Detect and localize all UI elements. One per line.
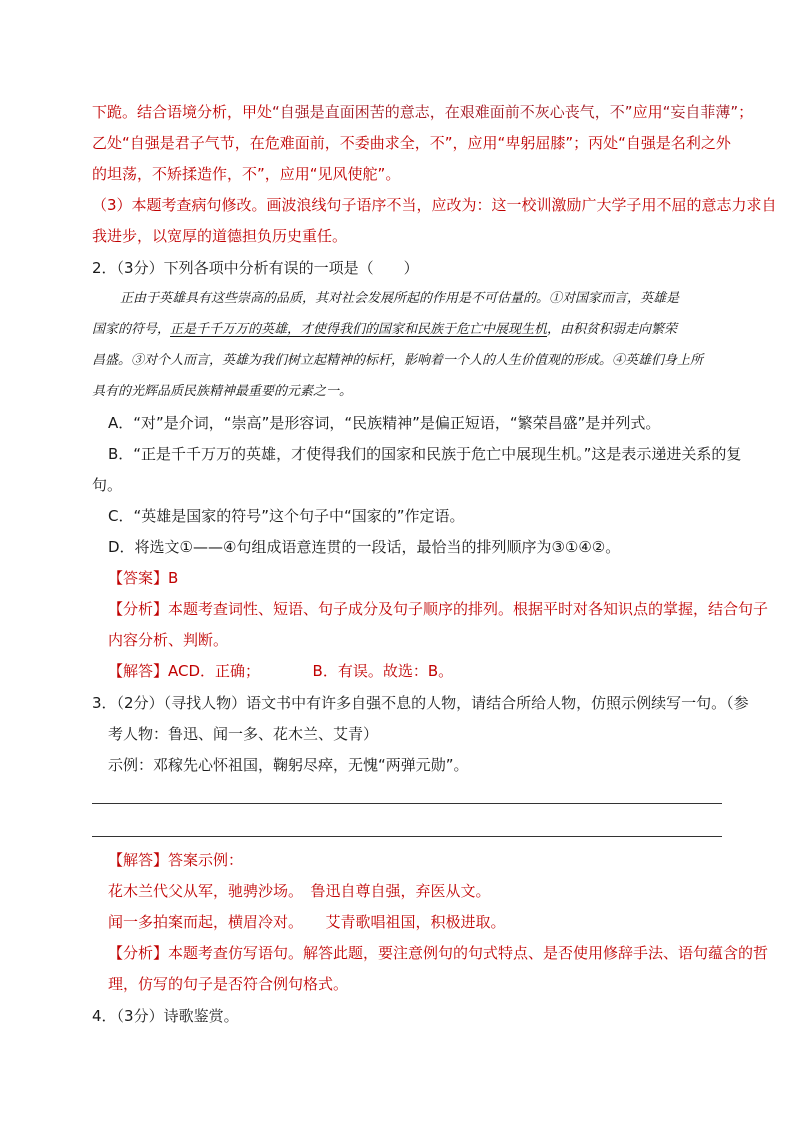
q1-line4: （3）本题考查病句修改。画波浪线句子语序不当，应改为：这一校训激励广大学子用不屈的意志力求自: [92, 196, 777, 214]
q3-example: 示例：邓稼先心怀祖国，鞠躬尽瘁，无愧“两弹元勋”。: [108, 756, 469, 774]
q2-passage-line2-pre: 国家的符号，: [92, 322, 171, 337]
q2-analysis-line2: 内容分析、判断。: [108, 631, 229, 649]
q3-stem-line2: 考人物：鲁迅、闻一多、花木兰、艾青）: [108, 725, 379, 743]
q1-line3: 的坦荡，不矫揉造作，不”，应用“见风使舵”。: [92, 165, 401, 183]
q1-line1-part2: “自强是直面困苦的意志，在艰难面前不灰心丧气，不”: [272, 103, 633, 121]
q2-passage-line1: 正由于英雄具有这些崇高的品质，其对社会发展所起的作用是不可估量的。①对国家而言，英雄是: [120, 291, 680, 306]
q2-option-d: D．将选文①——④句组成语意连贯的一段话，最恰当的排列顺序为③①④②。: [108, 538, 621, 556]
q3-analysis-line2: 理，仿写的句子是否符合例句格式。: [108, 975, 349, 993]
q2-passage-line3: 昌盛。③对个人而言，英雄为我们树立起精神的标杆，影响着一个人的人生价值观的形成。④英雄们身上所: [92, 353, 704, 368]
q2-passage-line2: [92, 320, 677, 340]
q1-line1: [92, 102, 753, 122]
q2-passage-line4: 具有的光辉品质民族精神最重要的元素之一。: [92, 384, 353, 399]
q3-solution-label: 【解答】答案示例：: [108, 851, 244, 869]
q2-solution: 【解答】ACD．正确； B．有误。故选：B。: [108, 662, 454, 680]
q2-option-c: C．“英雄是国家的符号”这个句子中“国家的”作定语。: [108, 507, 465, 525]
q2-option-b-line1: B．“正是千千万万的英雄，才使得我们的国家和民族于危亡中展现生机。”这是表示递进关系的复: [108, 445, 742, 463]
q1-line2: 乙处“自强是君子气节，在危难面前，不委曲求全，不”，应用“卑躬屈膝”；丙处“自强是名利之外: [92, 134, 731, 152]
q3-answer-line1: 花木兰代父从军，驰骋沙场。 鲁迅自尊自强，弃医从文。: [108, 882, 491, 900]
answer-blank-line-2[interactable]: [92, 836, 722, 837]
q2-option-a: A．“对”是介词，“崇高”是形容词，“民族精神”是偏正短语，“繁荣昌盛”是并列式。: [108, 414, 661, 432]
answer-blank-line-1[interactable]: [92, 803, 722, 804]
q3-stem-line1: 3．（2分）（寻找人物）语文书中有许多自强不息的人物，请结合所给人物，仿照示例续写一句。（参: [92, 694, 749, 712]
q2-passage-line2-post: ，由积贫积弱走向繁荣: [547, 322, 678, 337]
q2-analysis-line1: 【分析】本题考查词性、短语、句子成分及句子顺序的排列。根据平时对各知识点的掌握，结合句子: [108, 600, 769, 618]
q4-stem: 4．（3分）诗歌鉴赏。: [92, 1007, 239, 1025]
q1-line1-part3: 应用: [632, 103, 663, 121]
q2-passage-underlined: 正是千千万万的英雄，才使得我们的国家和民族于危亡中展现生机: [170, 322, 548, 337]
q2-stem: 2．（3分）下列各项中分析有误的一项是（ ）: [92, 259, 419, 277]
q1-line1-part5: ；: [738, 103, 754, 121]
q2-option-b-line2: 句。: [92, 476, 123, 494]
q2-answer: 【答案】B: [108, 569, 179, 587]
q3-answer-line2: 闻一多拍案而起，横眉冷对。 艾青歌唱祖国，积极进取。: [108, 913, 506, 931]
q1-line1-part1: 下跪。结合语境分析，甲处: [92, 103, 273, 121]
q1-line5: 我进步，以宽厚的道德担负历史重任。: [92, 227, 348, 245]
q1-line1-part4: “妄自菲薄”: [662, 103, 739, 121]
q3-analysis-line1: 【分析】本题考查仿写语句。解答此题，要注意例句的句式特点、是否使用修辞手法、语句蕴含的哲: [108, 944, 769, 962]
